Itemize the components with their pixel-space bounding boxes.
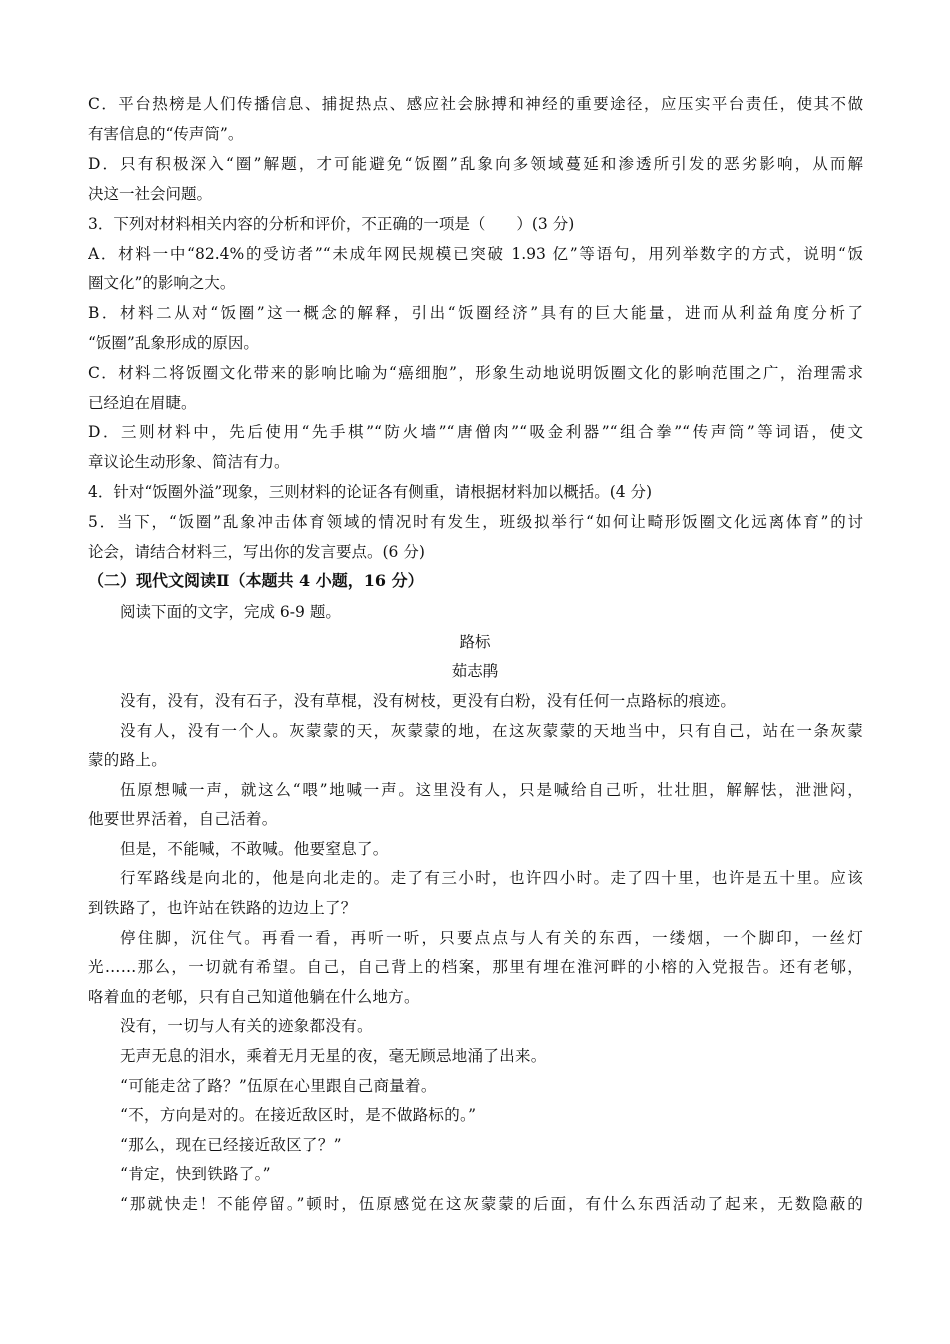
- story-line: “肯定，快到铁路了。”: [120, 1165, 271, 1183]
- story-line: “不，方向是对的。在接近敌区时，是不做路标的。”: [120, 1106, 477, 1124]
- q2-option-d-line1: D．只有积极深入“圈”解题，才可能避免“饭圈”乱象向多领域蔓延和渗透所引发的恶劣影响，从而解: [88, 155, 863, 173]
- section2-heading: （二）现代文阅读Ⅱ（本题共 4 小题，16 分）: [88, 571, 424, 590]
- q3-option-c-line2: 已经迫在眉睫。: [88, 394, 197, 412]
- story-line: 停住脚，沉住气。再看一看，再听一听，只要点点与人有关的东西，一缕烟，一个脚印，一丝灯: [120, 929, 863, 947]
- story-line: 他要世界活着，自己活着。: [88, 810, 278, 828]
- story-line: 到铁路了，也许站在铁路的边边上了？: [88, 899, 357, 917]
- story-line: 没有，没有，没有石子，没有草棍，没有树枝，更没有白粉，没有任何一点路标的痕迹。: [120, 692, 737, 710]
- story-line: 伍原想喊一声，就这么“喂”地喊一声。这里没有人，只是喊给自己听，壮壮胆，解解怯，泄泄闷，: [120, 781, 863, 799]
- story-line: “那就快走！不能停留。”顿时，伍原感觉在这灰蒙蒙的后面，有什么东西活动了起来，无数隐蔽的: [120, 1195, 863, 1213]
- q3-option-c-line1: C．材料二将饭圈文化带来的影响比喻为“癌细胞”，形象生动地说明饭圈文化的影响范围之广，治理需求: [88, 364, 863, 382]
- story-line: “那么，现在已经接近敌区了？”: [120, 1136, 342, 1154]
- q3-option-a-line1: A．材料一中“82.4%的受访者”“未成年网民规模已突破 1.93 亿”等语句，用列举数字的方式，说明“饭: [88, 245, 863, 263]
- story-line: 行军路线是向北的，他是向北走的。走了有三小时，也许四小时。走了四十里，也许是五十里。应该: [120, 869, 863, 887]
- q3-option-b-line2: “饭圈”乱象形成的原因。: [88, 334, 259, 352]
- q3-option-d-line1: D．三则材料中，先后使用“先手棋”“防火墙”“唐僧肉”“吸金利器”“组合拳”“传声筒”等词语，使文: [88, 423, 863, 441]
- section2-instruction: 阅读下面的文字，完成 6-9 题。: [120, 603, 341, 621]
- q2-option-d-line2: 决这一社会问题。: [88, 185, 213, 203]
- story-author: 茹志鹃: [451, 662, 499, 680]
- story-line: 蒙的路上。: [88, 751, 168, 769]
- story-line: 没有，一切与人有关的迹象都没有。: [120, 1017, 373, 1035]
- story-line: 但是，不能喊，不敢喊。他要窒息了。: [120, 840, 389, 858]
- q3-stem: 3．下列对材料相关内容的分析和评价，不正确的一项是（ ）(3 分): [88, 215, 575, 233]
- q3-option-b-line1: B．材料二从对“饭圈”这一概念的解释，引出“饭圈经济”具有的巨大能量，进而从利益角度分析了: [88, 304, 863, 322]
- story-line: 光……那么，一切就有希望。自己，自己背上的档案，那里有埋在淮河畔的小榕的入党报告。还有老郇，: [88, 958, 863, 976]
- q5-line2: 论会，请结合材料三，写出你的发言要点。(6 分): [88, 543, 425, 561]
- q2-option-c-line2: 有害信息的“传声筒”。: [88, 125, 244, 143]
- q5-line1: 5．当下，“饭圈”乱象冲击体育领域的情况时有发生，班级拟举行“如何让畸形饭圈文化远离体育”的讨: [88, 513, 863, 531]
- q4-text: 4．针对“饭圈外溢”现象，三则材料的论证各有侧重，请根据材料加以概括。(4 分): [88, 483, 653, 501]
- q2-option-c-line1: C．平台热榜是人们传播信息、捕捉热点、感应社会脉搏和神经的重要途径，应压实平台责任，使其不做: [88, 95, 863, 113]
- q3-option-a-line2: 圈文化”的影响之大。: [88, 274, 236, 292]
- story-line: 咯着血的老郇，只有自己知道他躺在什么地方。: [88, 988, 420, 1006]
- story-line: “可能走岔了路？”伍原在心里跟自己商量着。: [120, 1077, 437, 1095]
- story-line: 无声无息的泪水，乘着无月无星的夜，毫无顾忌地涌了出来。: [120, 1047, 547, 1065]
- story-title: 路标: [459, 633, 491, 651]
- story-line: 没有人，没有一个人。灰蒙蒙的天，灰蒙蒙的地，在这灰蒙蒙的天地当中，只有自己，站在一条灰蒙: [120, 722, 863, 740]
- q3-option-d-line2: 章议论生动形象、简洁有力。: [88, 453, 290, 471]
